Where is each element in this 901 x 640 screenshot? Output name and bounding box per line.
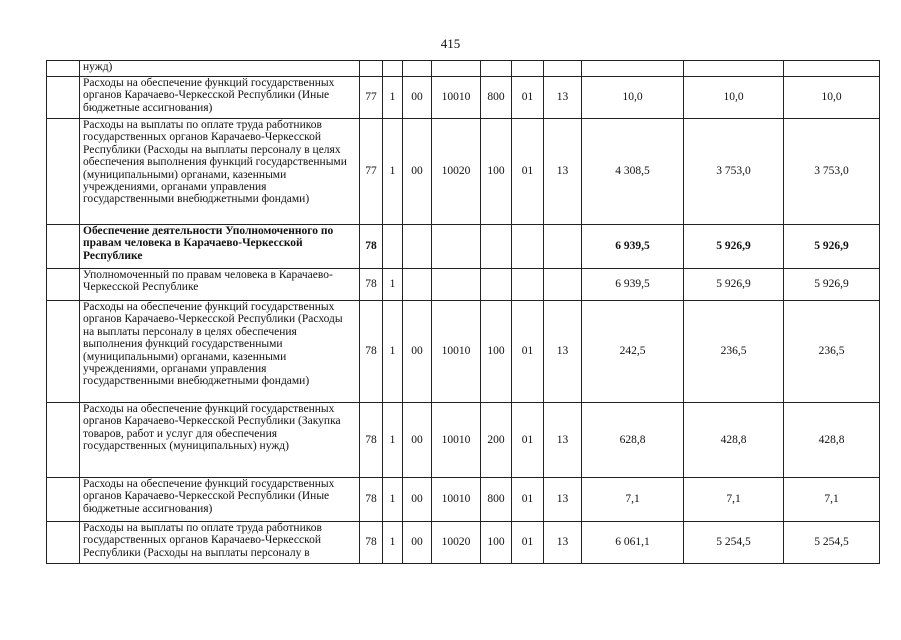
code-cell: 78 — [360, 269, 383, 301]
code-cell: 10010 — [432, 77, 481, 119]
code-cell: 13 — [544, 403, 582, 478]
code-cell: 800 — [481, 77, 512, 119]
description-cell: Расходы на обеспечение функций государственных органов Карачаево-Черкесской Республики (Иные бюджетные ассигнования) — [80, 77, 360, 119]
table-row — [47, 225, 880, 269]
table-row — [47, 403, 880, 478]
amount-cell: 236,5 — [784, 301, 880, 403]
code-cell: 77 — [360, 77, 383, 119]
index-cell — [47, 478, 80, 522]
code-cell: 1 — [383, 269, 403, 301]
code-cell — [432, 61, 481, 77]
code-cell — [403, 61, 432, 77]
code-cell: 13 — [544, 522, 582, 564]
code-cell: 01 — [512, 478, 544, 522]
code-cell — [360, 61, 383, 77]
code-cell: 10020 — [432, 119, 481, 225]
table-row — [47, 61, 880, 77]
description-cell: Расходы на обеспечение функций государственных органов Карачаево-Черкесской Республики (Иные бюджетные ассигнования) — [80, 478, 360, 522]
code-cell — [512, 269, 544, 301]
code-cell — [512, 61, 544, 77]
code-cell: 200 — [481, 403, 512, 478]
amount-cell: 7,1 — [582, 478, 684, 522]
code-cell: 00 — [403, 119, 432, 225]
amount-cell: 5 926,9 — [784, 225, 880, 269]
table-row — [47, 478, 880, 522]
amount-cell: 10,0 — [582, 77, 684, 119]
index-cell — [47, 269, 80, 301]
amount-cell: 3 753,0 — [684, 119, 784, 225]
amount-cell: 6 061,1 — [582, 522, 684, 564]
code-cell — [432, 225, 481, 269]
amount-cell — [684, 61, 784, 77]
code-cell: 78 — [360, 403, 383, 478]
index-cell — [47, 61, 80, 77]
code-cell — [544, 225, 582, 269]
code-cell: 77 — [360, 119, 383, 225]
code-cell: 13 — [544, 77, 582, 119]
amount-cell: 7,1 — [784, 478, 880, 522]
code-cell: 01 — [512, 403, 544, 478]
code-cell: 1 — [383, 119, 403, 225]
description-cell: нужд) — [80, 61, 360, 77]
description-cell: Расходы на обеспечение функций государственных органов Карачаево-Черкесской Республики (Закупка товаров, работ и услуг для обеспечения государственных (муниципальных) нужд) — [80, 403, 360, 478]
code-cell — [512, 225, 544, 269]
code-cell: 100 — [481, 119, 512, 225]
code-cell: 78 — [360, 478, 383, 522]
amount-cell: 5 926,9 — [684, 225, 784, 269]
amount-cell: 5 926,9 — [684, 269, 784, 301]
description-cell: Расходы на обеспечение функций государственных органов Карачаево-Черкесской Республики (Расходы на выплаты персоналу в целях обеспечения выполнения функций государственными (муниципальными) органами, казенными учреждениями, органами управления государственными внебюджетными фондами) — [80, 301, 360, 403]
code-cell: 13 — [544, 301, 582, 403]
amount-cell: 6 939,5 — [582, 225, 684, 269]
amount-cell: 3 753,0 — [784, 119, 880, 225]
index-cell — [47, 119, 80, 225]
code-cell: 78 — [360, 225, 383, 269]
amount-cell: 10,0 — [784, 77, 880, 119]
table-row — [47, 119, 880, 225]
code-cell: 1 — [383, 478, 403, 522]
amount-cell: 236,5 — [684, 301, 784, 403]
code-cell — [544, 61, 582, 77]
code-cell: 1 — [383, 77, 403, 119]
amount-cell: 10,0 — [684, 77, 784, 119]
amount-cell: 4 308,5 — [582, 119, 684, 225]
code-cell — [383, 225, 403, 269]
code-cell: 1 — [383, 301, 403, 403]
code-cell — [544, 269, 582, 301]
code-cell: 01 — [512, 522, 544, 564]
index-cell — [47, 77, 80, 119]
code-cell: 1 — [383, 403, 403, 478]
code-cell — [481, 269, 512, 301]
code-cell: 00 — [403, 77, 432, 119]
description-cell: Расходы на выплаты по оплате труда работников государственных органов Карачаево-Черкесской Республики (Расходы на выплаты персоналу в — [80, 522, 360, 564]
amount-cell: 5 254,5 — [684, 522, 784, 564]
code-cell: 00 — [403, 478, 432, 522]
section-title-cell: Обеспечение деятельности Уполномоченного по правам человека в Карачаево-Черкесской Республике — [80, 225, 360, 269]
code-cell — [383, 61, 403, 77]
code-cell: 13 — [544, 119, 582, 225]
description-cell: Уполномоченный по правам человека в Карачаево-Черкесской Республике — [80, 269, 360, 301]
index-cell — [47, 225, 80, 269]
code-cell — [403, 269, 432, 301]
table-row — [47, 301, 880, 403]
code-cell: 100 — [481, 522, 512, 564]
amount-cell: 5 926,9 — [784, 269, 880, 301]
code-cell: 01 — [512, 77, 544, 119]
amount-cell: 428,8 — [784, 403, 880, 478]
index-cell — [47, 403, 80, 478]
code-cell: 1 — [383, 522, 403, 564]
table-row — [47, 77, 880, 119]
code-cell: 01 — [512, 119, 544, 225]
amount-cell — [784, 61, 880, 77]
code-cell: 10020 — [432, 522, 481, 564]
code-cell — [481, 225, 512, 269]
amount-cell — [582, 61, 684, 77]
index-cell — [47, 301, 80, 403]
code-cell — [481, 61, 512, 77]
code-cell — [432, 269, 481, 301]
page-number: 415 — [440, 36, 461, 51]
amount-cell: 428,8 — [684, 403, 784, 478]
amount-cell: 242,5 — [582, 301, 684, 403]
table-row — [47, 522, 880, 564]
amount-cell: 5 254,5 — [784, 522, 880, 564]
code-cell: 78 — [360, 522, 383, 564]
code-cell: 100 — [481, 301, 512, 403]
amount-cell: 6 939,5 — [582, 269, 684, 301]
budget-table — [46, 60, 880, 564]
code-cell: 00 — [403, 522, 432, 564]
code-cell: 10010 — [432, 403, 481, 478]
code-cell: 01 — [512, 301, 544, 403]
code-cell: 10010 — [432, 301, 481, 403]
amount-cell: 628,8 — [582, 403, 684, 478]
code-cell: 13 — [544, 478, 582, 522]
code-cell: 10010 — [432, 478, 481, 522]
index-cell — [47, 522, 80, 564]
code-cell: 00 — [403, 403, 432, 478]
description-cell: Расходы на выплаты по оплате труда работников государственных органов Карачаево-Черкесской Республики (Расходы на выплаты персоналу в целях обеспечения выполнения функций государственными (муниципальными) органами, казенными учреждениями, органами управления государственными внебюджетными фондами) — [80, 119, 360, 225]
code-cell: 78 — [360, 301, 383, 403]
amount-cell: 7,1 — [684, 478, 784, 522]
table-row — [47, 269, 880, 301]
code-cell: 00 — [403, 301, 432, 403]
code-cell — [403, 225, 432, 269]
code-cell: 800 — [481, 478, 512, 522]
